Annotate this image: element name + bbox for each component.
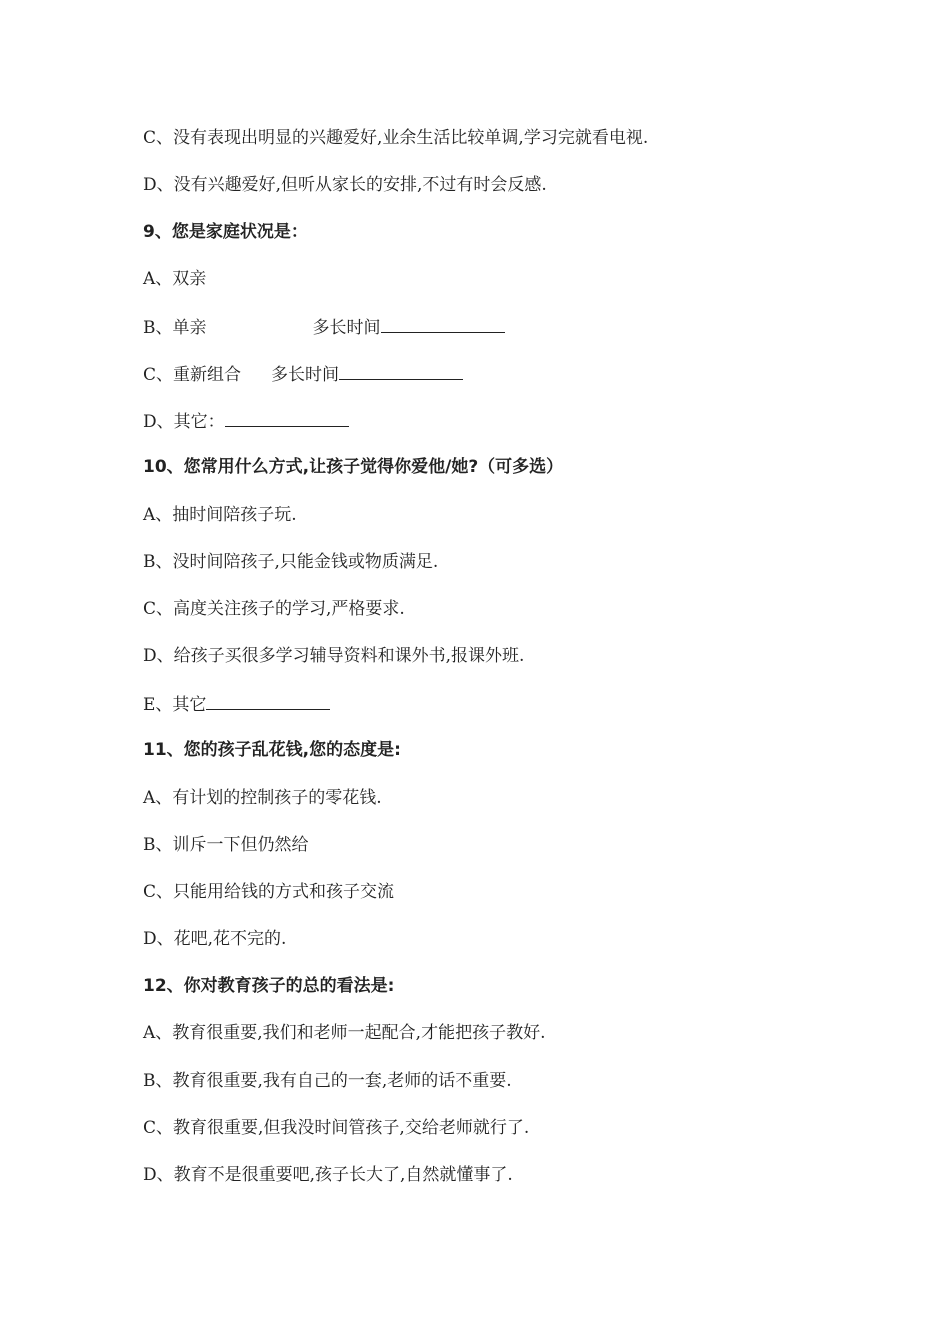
q9-option-d-label: D、其它： [143,412,225,432]
q9-title: 9、您是家庭状况是： [143,222,308,242]
q12-option-c: C、教育很重要,但我没时间管孩子,交给老师就行了. [143,1118,530,1138]
q9-option-b-blank [381,312,505,333]
q12-option-a: A、教育很重要,我们和老师一起配合,才能把孩子教好. [143,1023,546,1043]
q10-option-b: B、没时间陪孩子,只能金钱或物质满足. [143,552,439,572]
q9-option-b [143,312,505,340]
q9-option-c-blank [339,359,463,380]
q9-option-c-label: C、重新组合 [143,365,242,385]
q9-option-d [143,406,349,434]
q9-option-c [143,359,463,387]
q9-option-b-duration-label: 多长时间 [312,318,381,338]
q9-option-d-blank [225,406,349,427]
q10-option-e-blank [206,689,330,710]
q11-title: 11、您的孩子乱花钱,您的态度是: [143,740,401,760]
q10-option-d: D、给孩子买很多学习辅导资料和课外书,报课外班. [143,646,525,666]
q11-option-d: D、花吧,花不完的. [143,929,287,949]
q9-option-a: A、双亲 [143,269,207,289]
q11-option-b: B、训斥一下但仍然给 [143,835,309,855]
q9-option-b-label: B、单亲 [143,318,207,338]
q10-option-a: A、抽时间陪孩子玩. [143,505,297,525]
q12-option-d: D、教育不是很重要吧,孩子长大了,自然就懂事了. [143,1165,513,1185]
q10-option-e [143,689,330,717]
q12-option-b: B、教育很重要,我有自己的一套,老师的话不重要. [143,1071,512,1091]
q11-option-c: C、只能用给钱的方式和孩子交流 [143,882,395,902]
q10-title: 10、您常用什么方式,让孩子觉得你爱他/她?（可多选） [143,457,564,477]
q8-option-d: D、没有兴趣爱好,但听从家长的安排,不过有时会反感. [143,175,547,195]
q12-title: 12、你对教育孩子的总的看法是: [143,976,395,996]
q8-option-c: C、没有表现出明显的兴趣爱好,业余生活比较单调,学习完就看电视. [143,128,649,148]
q10-option-c: C、高度关注孩子的学习,严格要求. [143,599,405,619]
q10-option-e-label: E、其它 [143,695,207,715]
q9-option-c-duration-label: 多长时间 [271,365,340,385]
q11-option-a: A、有计划的控制孩子的零花钱. [143,788,382,808]
